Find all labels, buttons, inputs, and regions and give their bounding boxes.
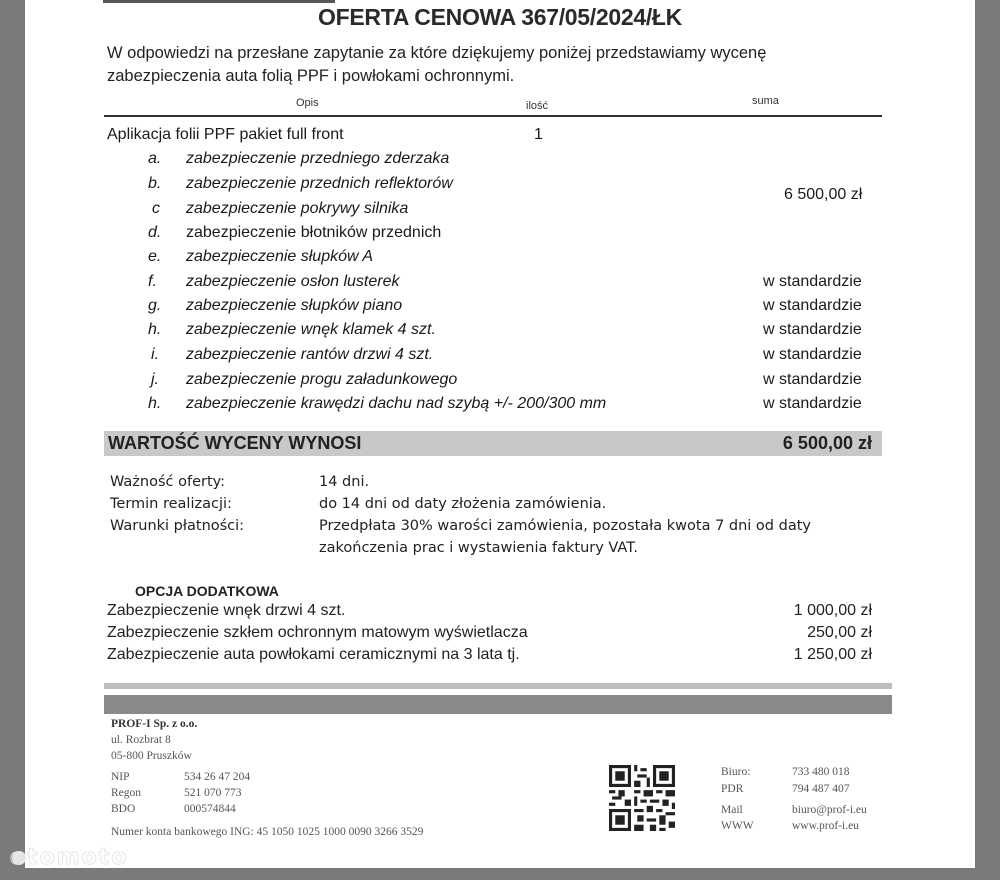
contact-label: Biuro: xyxy=(721,766,751,778)
bank-account: Numer konta bankowego ING: 45 1050 1025 1000 0090 3266 3529 xyxy=(111,826,424,838)
sub-item-text: zabezpieczenie krawędzi dachu nad szybą +/- 200/300 mm xyxy=(186,395,607,412)
sub-item-text: zabezpieczenie słupków A xyxy=(186,248,374,265)
main-item-name: Aplikacja folii PPF pakiet full front xyxy=(107,126,344,143)
company-city: 05-800 Pruszków xyxy=(111,750,192,762)
header-quantity: ilość xyxy=(526,100,549,112)
total-value: 6 500,00 zł xyxy=(782,433,872,453)
sub-item xyxy=(148,395,606,413)
contact-value: 733 480 018 xyxy=(792,766,850,778)
contact-value: 794 487 407 xyxy=(792,783,850,795)
total-label: WARTOŚĆ WYCENY WYNOSI xyxy=(108,433,362,453)
sub-item-text: zabezpieczenie pokrywy silnika xyxy=(186,200,409,217)
sub-item-letter: c xyxy=(152,200,160,217)
options-heading: OPCJA DODATKOWA xyxy=(135,583,279,599)
contact-label: Mail xyxy=(721,804,743,816)
contact-label: WWW xyxy=(721,820,754,832)
sub-item-letter: h. xyxy=(148,395,162,412)
term-label: Termin realizacji: xyxy=(110,496,232,512)
sub-item-letter: i. xyxy=(151,346,159,363)
option-name: Zabezpieczenie wnęk drzwi 4 szt. xyxy=(107,602,346,619)
footer-divider-light xyxy=(104,683,892,689)
sub-item xyxy=(148,200,408,218)
offer-title: OFERTA CENOWA 367/05/2024/ŁK xyxy=(318,4,682,30)
sub-item xyxy=(148,224,441,242)
main-item-quantity: 1 xyxy=(534,126,543,143)
sub-item-text: zabezpieczenie wnęk klamek 4 szt. xyxy=(186,321,436,338)
sub-item-price: w standardzie xyxy=(763,346,862,363)
sub-item xyxy=(148,248,373,266)
term-value: do 14 dni od daty złożenia zamówienia. xyxy=(319,496,607,512)
sub-item xyxy=(148,321,436,339)
sub-item xyxy=(148,297,402,315)
sub-item-letter: f. xyxy=(148,273,157,290)
option-price: 1 000,00 zł xyxy=(793,602,872,619)
sub-item-letter: j. xyxy=(151,371,159,388)
contact-email[interactable]: biuro@prof-i.eu xyxy=(792,804,867,816)
main-item-price: 6 500,00 zł xyxy=(784,186,863,203)
sub-item-price: w standardzie xyxy=(763,395,862,412)
sub-item-letter: d. xyxy=(148,224,162,241)
term-label: Ważność oferty: xyxy=(110,474,226,490)
intro-line-2: zabezpieczenia auta folią PPF i powłokami ochronnymi. xyxy=(107,67,515,85)
contact-website[interactable]: www.prof-i.eu xyxy=(792,820,859,832)
sub-item xyxy=(148,175,453,193)
contact-label: PDR xyxy=(721,783,744,795)
intro-line-1: W odpowiedzi na przesłane zapytanie za które dziękujemy poniżej przedstawiamy wycenę xyxy=(107,44,767,62)
sub-item-letter: a. xyxy=(148,150,162,167)
sub-item-letter: h. xyxy=(148,321,162,338)
id-value: 521 070 773 xyxy=(184,787,242,799)
term-value: Przedpłata 30% warości zamówienia, pozostała kwota 7 dni od daty zakończenia prac i wystawienia faktury VAT. xyxy=(319,518,811,556)
id-label: NIP xyxy=(111,771,130,783)
id-value: 000574844 xyxy=(184,803,236,815)
header-sum: suma xyxy=(752,95,779,107)
sub-item xyxy=(148,346,433,364)
term-value: 14 dni. xyxy=(319,474,370,490)
option-price: 250,00 zł xyxy=(807,624,872,641)
sub-item-text: zabezpieczenie przednich reflektorów xyxy=(186,175,453,192)
sub-item xyxy=(148,371,457,389)
id-value: 534 26 47 204 xyxy=(184,771,251,783)
sub-item-text: zabezpieczenie słupków piano xyxy=(186,297,403,314)
term-label: Warunki płatności: xyxy=(110,518,245,534)
intro-text xyxy=(107,42,897,88)
sub-item xyxy=(148,150,449,168)
sub-item-price: w standardzie xyxy=(763,321,862,338)
footer-divider-dark xyxy=(104,695,892,714)
sub-item-text: zabezpieczenie przedniego zderzaka xyxy=(186,150,450,167)
sub-item-price: w standardzie xyxy=(763,371,862,388)
option-name: Zabezpieczenie szkłem ochronnym matowym wyświetlacza xyxy=(107,624,528,641)
header-rule xyxy=(104,115,882,117)
sub-item-text: zabezpieczenie osłon lusterek xyxy=(186,273,400,290)
sub-item-letter: e. xyxy=(148,248,162,265)
sub-item-letter: b. xyxy=(148,175,162,192)
sub-item-letter: g. xyxy=(148,297,162,314)
id-label: Regon xyxy=(111,787,142,799)
sub-item xyxy=(148,273,399,291)
sub-item-price: w standardzie xyxy=(763,273,862,290)
sub-item-price: w standardzie xyxy=(763,297,862,314)
company-street: ul. Rozbrat 8 xyxy=(111,734,171,746)
sub-item-text: zabezpieczenie błotników przednich xyxy=(186,224,442,241)
sub-item-text: zabezpieczenie rantów drzwi 4 szt. xyxy=(186,346,434,363)
option-name: Zabezpieczenie auta powłokami ceramicznymi na 3 lata tj. xyxy=(107,646,520,663)
sub-item-text: zabezpieczenie progu załadunkowego xyxy=(186,371,458,388)
watermark-text: otomoto xyxy=(10,845,129,870)
company-name: PROF-I Sp. z o.o. xyxy=(111,718,198,730)
header-description: Opis xyxy=(296,97,319,109)
option-price: 1 250,00 zł xyxy=(793,646,872,663)
qr-code-icon xyxy=(608,765,676,831)
top-image-edge xyxy=(103,0,335,3)
id-label: BDO xyxy=(111,803,136,815)
